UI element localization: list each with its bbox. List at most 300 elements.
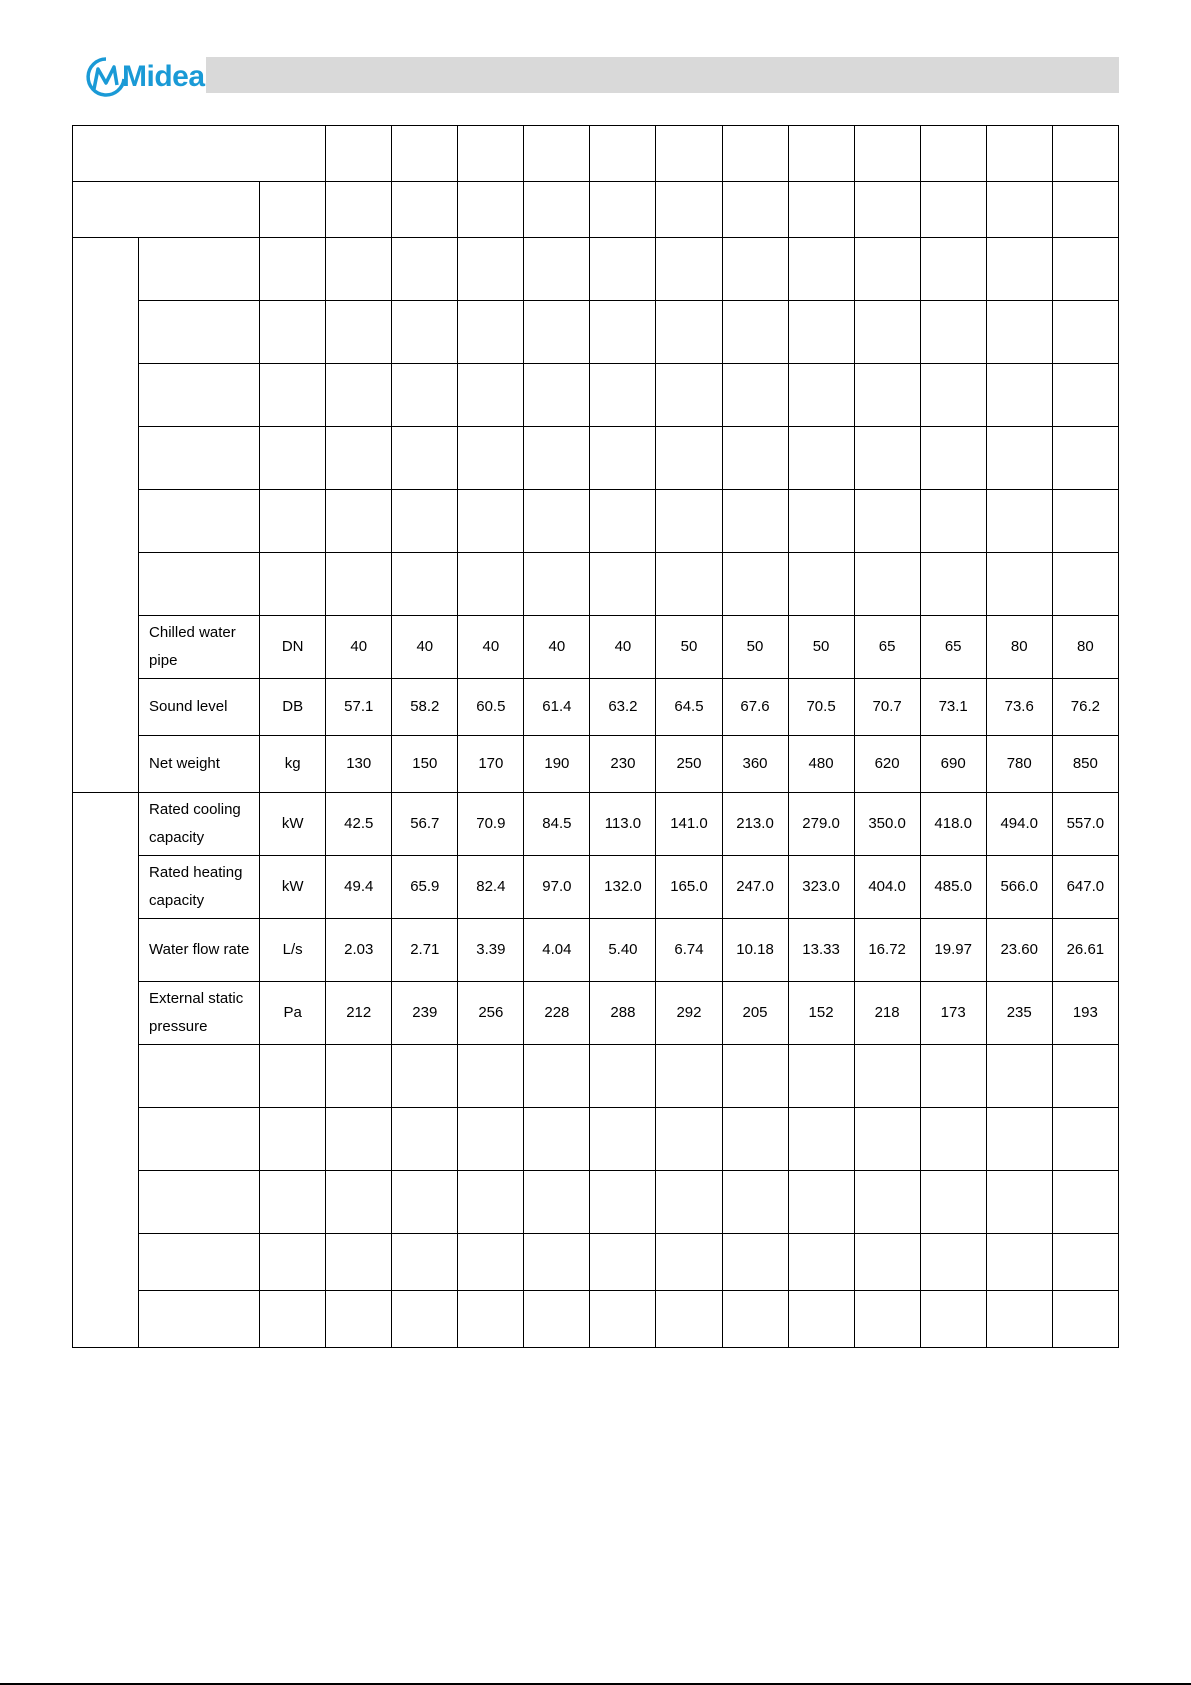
- value-cell: 690: [920, 736, 986, 793]
- value-cell: [854, 490, 920, 553]
- value-cell: [590, 238, 656, 301]
- value-cell: [920, 126, 986, 182]
- value-cell: 193: [1052, 982, 1118, 1045]
- value-cell: [920, 364, 986, 427]
- row-label: Net weight: [139, 736, 260, 793]
- value-cell: 4.04: [524, 919, 590, 982]
- value-cell: [392, 182, 458, 238]
- table-row: [73, 126, 1119, 182]
- table-row: [73, 679, 1119, 736]
- row-unit: DB: [260, 679, 326, 736]
- table-row: [73, 1171, 1119, 1234]
- value-cell: 152: [788, 982, 854, 1045]
- value-cell: [854, 126, 920, 182]
- value-cell: [986, 238, 1052, 301]
- value-cell: [920, 301, 986, 364]
- unit-cell: [260, 1045, 326, 1108]
- value-cell: 65.9: [392, 856, 458, 919]
- label-cell: [139, 1045, 260, 1108]
- value-cell: [854, 1171, 920, 1234]
- value-cell: [524, 1108, 590, 1171]
- value-cell: 113.0: [590, 793, 656, 856]
- value-cell: 19.97: [920, 919, 986, 982]
- value-cell: [986, 364, 1052, 427]
- value-cell: [854, 1234, 920, 1291]
- value-cell: [722, 1234, 788, 1291]
- value-cell: 65: [854, 616, 920, 679]
- value-cell: 5.40: [590, 919, 656, 982]
- value-cell: [656, 364, 722, 427]
- value-cell: [590, 364, 656, 427]
- value-cell: [524, 364, 590, 427]
- label-cell: [139, 238, 260, 301]
- value-cell: [590, 427, 656, 490]
- value-cell: 70.9: [458, 793, 524, 856]
- value-cell: [326, 238, 392, 301]
- label-cell: [139, 553, 260, 616]
- value-cell: [326, 1045, 392, 1108]
- value-cell: [524, 427, 590, 490]
- value-cell: [722, 1045, 788, 1108]
- value-cell: [590, 490, 656, 553]
- section-cell: [73, 793, 139, 1348]
- value-cell: [722, 301, 788, 364]
- value-cell: [1052, 553, 1118, 616]
- value-cell: [326, 1171, 392, 1234]
- value-cell: [854, 182, 920, 238]
- value-cell: [986, 1045, 1052, 1108]
- value-cell: [326, 364, 392, 427]
- value-cell: 49.4: [326, 856, 392, 919]
- section-cell: [73, 238, 139, 793]
- value-cell: 2.71: [392, 919, 458, 982]
- table-row: [73, 856, 1119, 919]
- label-cell: [139, 364, 260, 427]
- value-cell: [326, 1291, 392, 1348]
- value-cell: [788, 126, 854, 182]
- row-unit: kW: [260, 793, 326, 856]
- value-cell: 73.1: [920, 679, 986, 736]
- row-label: Chilled water pipe: [139, 616, 260, 679]
- value-cell: [854, 1108, 920, 1171]
- value-cell: [524, 1234, 590, 1291]
- value-cell: [326, 126, 392, 182]
- value-cell: [722, 364, 788, 427]
- value-cell: [458, 490, 524, 553]
- value-cell: [590, 1108, 656, 1171]
- value-cell: [524, 182, 590, 238]
- value-cell: 40: [590, 616, 656, 679]
- value-cell: [392, 238, 458, 301]
- row-unit: L/s: [260, 919, 326, 982]
- value-cell: [458, 238, 524, 301]
- value-cell: [920, 1108, 986, 1171]
- unit-cell: [260, 182, 326, 238]
- table-row: [73, 1045, 1119, 1108]
- value-cell: 247.0: [722, 856, 788, 919]
- value-cell: 404.0: [854, 856, 920, 919]
- value-cell: [854, 1291, 920, 1348]
- value-cell: [986, 1108, 1052, 1171]
- value-cell: [524, 1045, 590, 1108]
- row-label: External static pressure: [139, 982, 260, 1045]
- row-unit: kW: [260, 856, 326, 919]
- value-cell: [920, 182, 986, 238]
- value-cell: [392, 553, 458, 616]
- row-label: Rated heating capacity: [139, 856, 260, 919]
- value-cell: [986, 1291, 1052, 1348]
- row-label: Sound level: [139, 679, 260, 736]
- table-row: [73, 1291, 1119, 1348]
- unit-cell: [260, 238, 326, 301]
- value-cell: [524, 1171, 590, 1234]
- header-bar: [206, 57, 1119, 93]
- value-cell: 61.4: [524, 679, 590, 736]
- value-cell: 173: [920, 982, 986, 1045]
- value-cell: 13.33: [788, 919, 854, 982]
- value-cell: 780: [986, 736, 1052, 793]
- unit-cell: [260, 1108, 326, 1171]
- table-row: [73, 301, 1119, 364]
- value-cell: 82.4: [458, 856, 524, 919]
- value-cell: [854, 1045, 920, 1108]
- value-cell: [788, 1045, 854, 1108]
- value-cell: 228: [524, 982, 590, 1045]
- value-cell: 63.2: [590, 679, 656, 736]
- value-cell: [656, 1108, 722, 1171]
- value-cell: [656, 1171, 722, 1234]
- value-cell: [986, 490, 1052, 553]
- value-cell: [524, 126, 590, 182]
- value-cell: [1052, 182, 1118, 238]
- value-cell: [920, 427, 986, 490]
- label-cell: [139, 490, 260, 553]
- value-cell: [722, 427, 788, 490]
- value-cell: 850: [1052, 736, 1118, 793]
- value-cell: [326, 182, 392, 238]
- value-cell: [1052, 238, 1118, 301]
- value-cell: [392, 1234, 458, 1291]
- value-cell: 40: [392, 616, 458, 679]
- value-cell: [1052, 1234, 1118, 1291]
- value-cell: [392, 1108, 458, 1171]
- value-cell: [458, 1171, 524, 1234]
- value-cell: 50: [656, 616, 722, 679]
- unit-cell: [260, 553, 326, 616]
- value-cell: 50: [722, 616, 788, 679]
- value-cell: [326, 553, 392, 616]
- value-cell: [854, 427, 920, 490]
- value-cell: [854, 364, 920, 427]
- table-row: [73, 736, 1119, 793]
- value-cell: [1052, 1291, 1118, 1348]
- value-cell: [590, 301, 656, 364]
- spec-table: [72, 125, 1119, 1348]
- value-cell: 80: [1052, 616, 1118, 679]
- table-row: [73, 1234, 1119, 1291]
- value-cell: 130: [326, 736, 392, 793]
- value-cell: 70.7: [854, 679, 920, 736]
- midea-logo-icon: [86, 55, 126, 99]
- value-cell: [326, 1234, 392, 1291]
- value-cell: [788, 427, 854, 490]
- value-cell: [788, 301, 854, 364]
- value-cell: [1052, 1171, 1118, 1234]
- value-cell: [1052, 301, 1118, 364]
- value-cell: [590, 553, 656, 616]
- value-cell: 230: [590, 736, 656, 793]
- value-cell: [458, 1108, 524, 1171]
- value-cell: [1052, 364, 1118, 427]
- value-cell: 58.2: [392, 679, 458, 736]
- value-cell: [722, 1108, 788, 1171]
- value-cell: 97.0: [524, 856, 590, 919]
- value-cell: 647.0: [1052, 856, 1118, 919]
- value-cell: 3.39: [458, 919, 524, 982]
- value-cell: [722, 182, 788, 238]
- label-cell: [139, 427, 260, 490]
- value-cell: 16.72: [854, 919, 920, 982]
- value-cell: [392, 427, 458, 490]
- value-cell: [986, 427, 1052, 490]
- table-row: [73, 982, 1119, 1045]
- value-cell: 557.0: [1052, 793, 1118, 856]
- table-row: [73, 182, 1119, 238]
- brand-logo: [86, 54, 205, 100]
- value-cell: [656, 301, 722, 364]
- value-cell: [788, 490, 854, 553]
- value-cell: [788, 1171, 854, 1234]
- value-cell: [392, 1291, 458, 1348]
- value-cell: 84.5: [524, 793, 590, 856]
- value-cell: 165.0: [656, 856, 722, 919]
- row-label: Water flow rate: [139, 919, 260, 982]
- value-cell: 40: [524, 616, 590, 679]
- value-cell: 205: [722, 982, 788, 1045]
- value-cell: [920, 490, 986, 553]
- value-cell: [920, 1171, 986, 1234]
- value-cell: [458, 553, 524, 616]
- value-cell: [986, 553, 1052, 616]
- value-cell: [788, 1108, 854, 1171]
- value-cell: [590, 1045, 656, 1108]
- row-unit: Pa: [260, 982, 326, 1045]
- value-cell: [524, 490, 590, 553]
- value-cell: [458, 1045, 524, 1108]
- value-cell: [590, 1291, 656, 1348]
- value-cell: 350.0: [854, 793, 920, 856]
- table-row: [73, 616, 1119, 679]
- value-cell: [458, 301, 524, 364]
- value-cell: [920, 238, 986, 301]
- value-cell: [392, 301, 458, 364]
- value-cell: [1052, 1108, 1118, 1171]
- value-cell: 26.61: [1052, 919, 1118, 982]
- value-cell: [1052, 490, 1118, 553]
- value-cell: [788, 553, 854, 616]
- value-cell: 218: [854, 982, 920, 1045]
- value-cell: [788, 238, 854, 301]
- value-cell: 73.6: [986, 679, 1052, 736]
- table-row: [73, 1108, 1119, 1171]
- value-cell: [722, 1291, 788, 1348]
- value-cell: [656, 1291, 722, 1348]
- unit-cell: [260, 1234, 326, 1291]
- value-cell: [1052, 427, 1118, 490]
- value-cell: [986, 126, 1052, 182]
- value-cell: 65: [920, 616, 986, 679]
- value-cell: [326, 1108, 392, 1171]
- value-cell: [392, 1045, 458, 1108]
- row-label: Rated cooling capacity: [139, 793, 260, 856]
- value-cell: 485.0: [920, 856, 986, 919]
- label-cell: [139, 1171, 260, 1234]
- header-cell: [73, 182, 260, 238]
- value-cell: [722, 1171, 788, 1234]
- value-cell: [788, 1234, 854, 1291]
- value-cell: 250: [656, 736, 722, 793]
- value-cell: [656, 490, 722, 553]
- value-cell: [458, 182, 524, 238]
- value-cell: 70.5: [788, 679, 854, 736]
- logo-text: Midea: [122, 60, 205, 93]
- unit-cell: [260, 427, 326, 490]
- value-cell: 360: [722, 736, 788, 793]
- value-cell: [326, 427, 392, 490]
- table-row: [73, 490, 1119, 553]
- value-cell: 40: [326, 616, 392, 679]
- value-cell: [854, 238, 920, 301]
- value-cell: [722, 238, 788, 301]
- value-cell: 256: [458, 982, 524, 1045]
- value-cell: [656, 182, 722, 238]
- table-row: [73, 427, 1119, 490]
- value-cell: [590, 1171, 656, 1234]
- value-cell: 40: [458, 616, 524, 679]
- value-cell: [722, 490, 788, 553]
- value-cell: 56.7: [392, 793, 458, 856]
- value-cell: 494.0: [986, 793, 1052, 856]
- value-cell: 620: [854, 736, 920, 793]
- value-cell: 323.0: [788, 856, 854, 919]
- unit-cell: [260, 1171, 326, 1234]
- value-cell: [590, 1234, 656, 1291]
- table-row: [73, 238, 1119, 301]
- value-cell: 292: [656, 982, 722, 1045]
- label-cell: [139, 1108, 260, 1171]
- value-cell: 235: [986, 982, 1052, 1045]
- value-cell: 141.0: [656, 793, 722, 856]
- value-cell: [722, 553, 788, 616]
- value-cell: 60.5: [458, 679, 524, 736]
- value-cell: 76.2: [1052, 679, 1118, 736]
- row-unit: DN: [260, 616, 326, 679]
- value-cell: 212: [326, 982, 392, 1045]
- value-cell: [458, 364, 524, 427]
- value-cell: [920, 1045, 986, 1108]
- value-cell: [458, 126, 524, 182]
- value-cell: [524, 1291, 590, 1348]
- value-cell: [458, 1291, 524, 1348]
- value-cell: 279.0: [788, 793, 854, 856]
- value-cell: [656, 427, 722, 490]
- value-cell: [854, 301, 920, 364]
- value-cell: 50: [788, 616, 854, 679]
- label-cell: [139, 1291, 260, 1348]
- table-row: [73, 364, 1119, 427]
- value-cell: [722, 126, 788, 182]
- table-row: [73, 919, 1119, 982]
- value-cell: [392, 126, 458, 182]
- value-cell: [788, 182, 854, 238]
- value-cell: 80: [986, 616, 1052, 679]
- value-cell: [392, 490, 458, 553]
- value-cell: 57.1: [326, 679, 392, 736]
- value-cell: [458, 1234, 524, 1291]
- value-cell: [656, 553, 722, 616]
- value-cell: [854, 553, 920, 616]
- value-cell: 150: [392, 736, 458, 793]
- label-cell: [139, 301, 260, 364]
- value-cell: [788, 364, 854, 427]
- value-cell: 190: [524, 736, 590, 793]
- value-cell: 170: [458, 736, 524, 793]
- value-cell: [326, 490, 392, 553]
- value-cell: 288: [590, 982, 656, 1045]
- label-cell: [139, 1234, 260, 1291]
- unit-cell: [260, 364, 326, 427]
- value-cell: [1052, 126, 1118, 182]
- value-cell: [590, 182, 656, 238]
- value-cell: [392, 1171, 458, 1234]
- value-cell: [986, 182, 1052, 238]
- value-cell: [524, 301, 590, 364]
- unit-cell: [260, 301, 326, 364]
- value-cell: [986, 301, 1052, 364]
- value-cell: 67.6: [722, 679, 788, 736]
- value-cell: 566.0: [986, 856, 1052, 919]
- value-cell: [656, 1045, 722, 1108]
- value-cell: 10.18: [722, 919, 788, 982]
- value-cell: [656, 126, 722, 182]
- value-cell: [986, 1234, 1052, 1291]
- value-cell: [920, 1291, 986, 1348]
- value-cell: 2.03: [326, 919, 392, 982]
- value-cell: [1052, 1045, 1118, 1108]
- value-cell: [656, 1234, 722, 1291]
- value-cell: [788, 1291, 854, 1348]
- value-cell: [590, 126, 656, 182]
- value-cell: 239: [392, 982, 458, 1045]
- value-cell: 42.5: [326, 793, 392, 856]
- value-cell: [392, 364, 458, 427]
- value-cell: 64.5: [656, 679, 722, 736]
- value-cell: 213.0: [722, 793, 788, 856]
- value-cell: [656, 238, 722, 301]
- row-unit: kg: [260, 736, 326, 793]
- value-cell: [986, 1171, 1052, 1234]
- unit-cell: [260, 1291, 326, 1348]
- value-cell: [920, 553, 986, 616]
- value-cell: 23.60: [986, 919, 1052, 982]
- value-cell: [920, 1234, 986, 1291]
- value-cell: [458, 427, 524, 490]
- value-cell: [326, 301, 392, 364]
- value-cell: 132.0: [590, 856, 656, 919]
- value-cell: 6.74: [656, 919, 722, 982]
- value-cell: [524, 553, 590, 616]
- value-cell: 480: [788, 736, 854, 793]
